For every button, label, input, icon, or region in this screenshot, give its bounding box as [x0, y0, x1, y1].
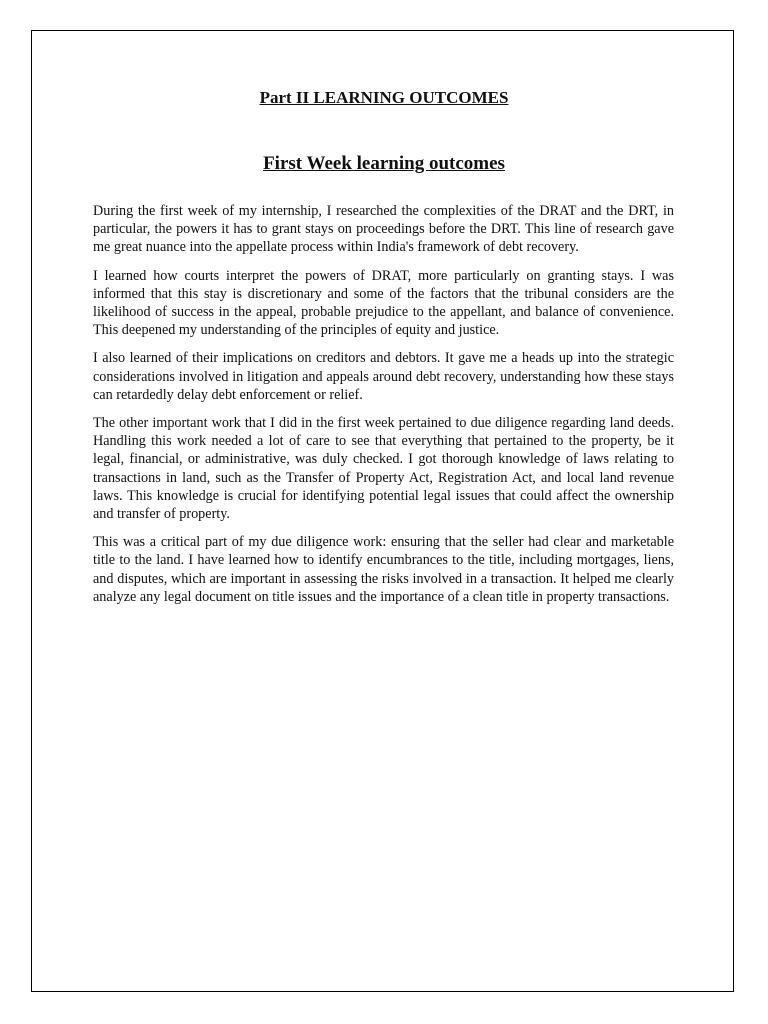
week-heading: First Week learning outcomes [263, 153, 505, 174]
paragraph-5: This was a critical part of my due diligence work: ensuring that the seller had clear and marketable title to the land. I have learned how to identify encumbrances to the title, including mortgages, liens, and disputes, which are important in assessing the risks involved in a transaction. It helped me clearly analyze any legal document on title issues and the importance of a clean title in property transactions. [93, 534, 674, 605]
paragraph-1: During the first week of my internship, I researched the complexities of the DRAT and the DRT, in particular, the powers it has to grant stays on proceedings before the DRT. This line of research gave me great nuance into the appellate process within India's framework of debt recovery. [93, 203, 674, 256]
part-heading: Part II LEARNING OUTCOMES [259, 88, 509, 107]
body-text [93, 202, 674, 616]
paragraph-4: The other important work that I did in the first week pertained to due diligence regarding land deeds. Handling this work needed a lot of care to see that everything that pertained to the property, be it legal, financial, or administrative, was duly checked. I got thorough knowledge of laws relating to transactions in land, such as the Transfer of Property Act, Registration Act, and local land revenue laws. This knowledge is crucial for identifying potential legal issues that could affect the ownership and transfer of property. [93, 415, 674, 523]
paragraph-2: I learned how courts interpret the powers of DRAT, more particularly on granting stays. I was informed that this stay is discretionary and some of the factors that the tribunal considers are the likelihood of success in the appeal, probable prejudice to the appellant, and balance of convenience. This deepened my understanding of the principles of equity and justice. [93, 267, 674, 339]
paragraph-3: I also learned of their implications on creditors and debtors. It gave me a heads up into the strategic considerations involved in litigation and appeals around debt recovery, understanding how these stays can retardedly delay debt enforcement or relief. [93, 350, 674, 403]
